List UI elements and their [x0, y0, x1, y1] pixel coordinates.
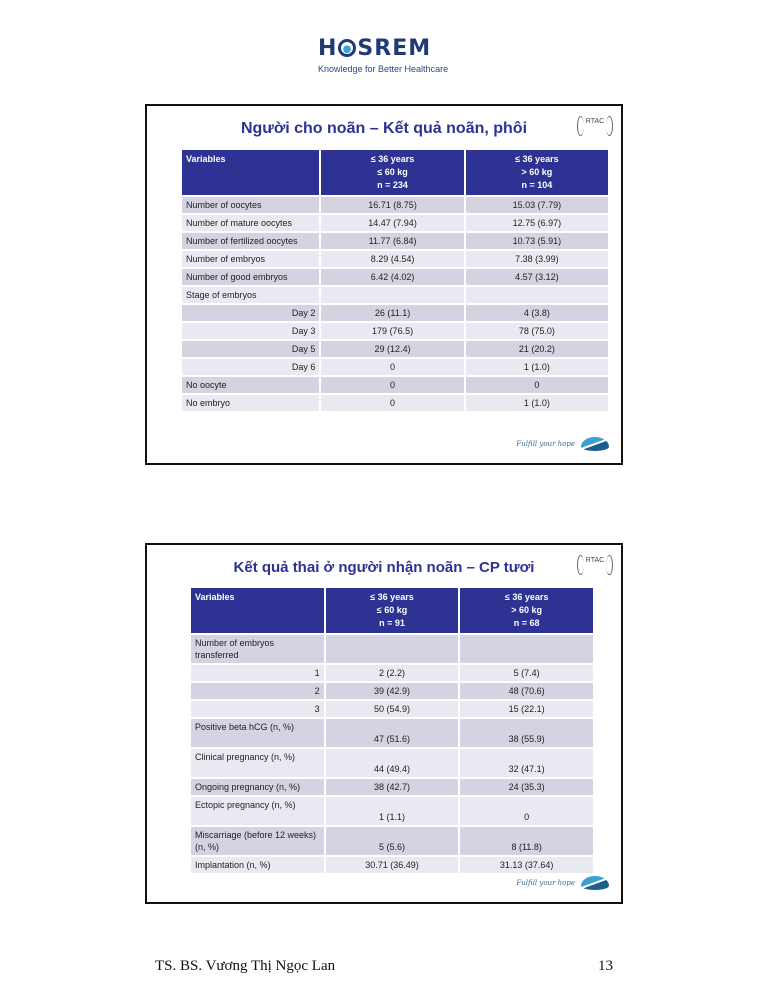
- table-row: Number of oocytes 16.71 (8.75) 15.03 (7.79): [182, 197, 608, 213]
- wave-logo-icon: [581, 437, 609, 451]
- table-row: Positive beta hCG (n, %) 47 (51.6) 38 (55.9): [191, 719, 593, 747]
- table-row: No oocyte 0 0: [182, 377, 608, 393]
- table-row: Number of embryos transferred: [191, 635, 593, 663]
- header-variables: Variables: [182, 150, 319, 195]
- slide-title: Kết quả thai ở người nhận noãn – CP tươi: [233, 559, 535, 576]
- slide-title: Người cho noãn – Kết quả noãn, phôi: [240, 120, 528, 137]
- table-row: Stage of embryos: [182, 287, 608, 303]
- table-row: Number of mature oocytes 14.47 (7.94) 12.75 (6.97): [182, 215, 608, 231]
- logo-tagline: Knowledge for Better Healthcare: [318, 64, 449, 74]
- table-row: Ongoing pregnancy (n, %) 38 (42.7) 24 (35.3): [191, 779, 593, 795]
- table-row: 1 2 (2.2) 5 (7.4): [191, 665, 593, 681]
- rtac-badge: RTAC: [581, 116, 609, 134]
- logo-globe-icon: [338, 39, 356, 57]
- table-row: Clinical pregnancy (n, %) 44 (49.4) 32 (47.1): [191, 749, 593, 777]
- table-row: Day 3 179 (76.5) 78 (75.0): [182, 323, 608, 339]
- slide-oocyte-embryo-results: [145, 104, 623, 465]
- page-number: 13: [598, 958, 613, 974]
- table-row: No embryo 0 1 (1.0): [182, 395, 608, 411]
- header-group-1: ≤ 36 years ≤ 60 kg n = 91: [326, 588, 459, 633]
- table-row: Day 5 29 (12.4) 21 (20.2): [182, 341, 608, 357]
- results-table: [189, 586, 595, 875]
- fulfill-logo: Fulfill your hope: [516, 437, 609, 451]
- logo-wordmark: H SREM: [318, 36, 432, 61]
- table-row: Number of good embryos 6.42 (4.02) 4.57 (3.12): [182, 269, 608, 285]
- header-group-1: ≤ 36 years ≤ 60 kg n = 234: [321, 150, 463, 195]
- header-variables: Variables: [191, 588, 324, 633]
- table-row: 2 39 (42.9) 48 (70.6): [191, 683, 593, 699]
- table-row: Day 6 0 1 (1.0): [182, 359, 608, 375]
- hosrem-logo: [318, 36, 458, 74]
- results-table: [180, 148, 610, 413]
- table-row: Miscarriage (before 12 weeks) (n, %) 5 (5.6) 8 (11.8): [191, 827, 593, 855]
- table-row: Number of embryos 8.29 (4.54) 7.38 (3.99): [182, 251, 608, 267]
- table-row: 3 50 (54.9) 15 (22.1): [191, 701, 593, 717]
- table-row: Number of fertilized oocytes 11.77 (6.84) 10.73 (5.91): [182, 233, 608, 249]
- table-row: Implantation (n, %) 30.71 (36.49) 31.13 (37.64): [191, 857, 593, 873]
- header-group-2: ≤ 36 years > 60 kg n = 104: [466, 150, 608, 195]
- header-group-2: ≤ 36 years > 60 kg n = 68: [460, 588, 593, 633]
- fulfill-logo: Fulfill your hope: [516, 876, 609, 890]
- table-row: Ectopic pregnancy (n, %) 1 (1.1) 0: [191, 797, 593, 825]
- slide-pregnancy-results: [145, 543, 623, 904]
- author-name: TS. BS. Vương Thị Ngọc Lan: [155, 958, 336, 974]
- wave-logo-icon: [581, 876, 609, 890]
- table-row: Day 2 26 (11.1) 4 (3.8): [182, 305, 608, 321]
- rtac-badge: RTAC: [581, 555, 609, 573]
